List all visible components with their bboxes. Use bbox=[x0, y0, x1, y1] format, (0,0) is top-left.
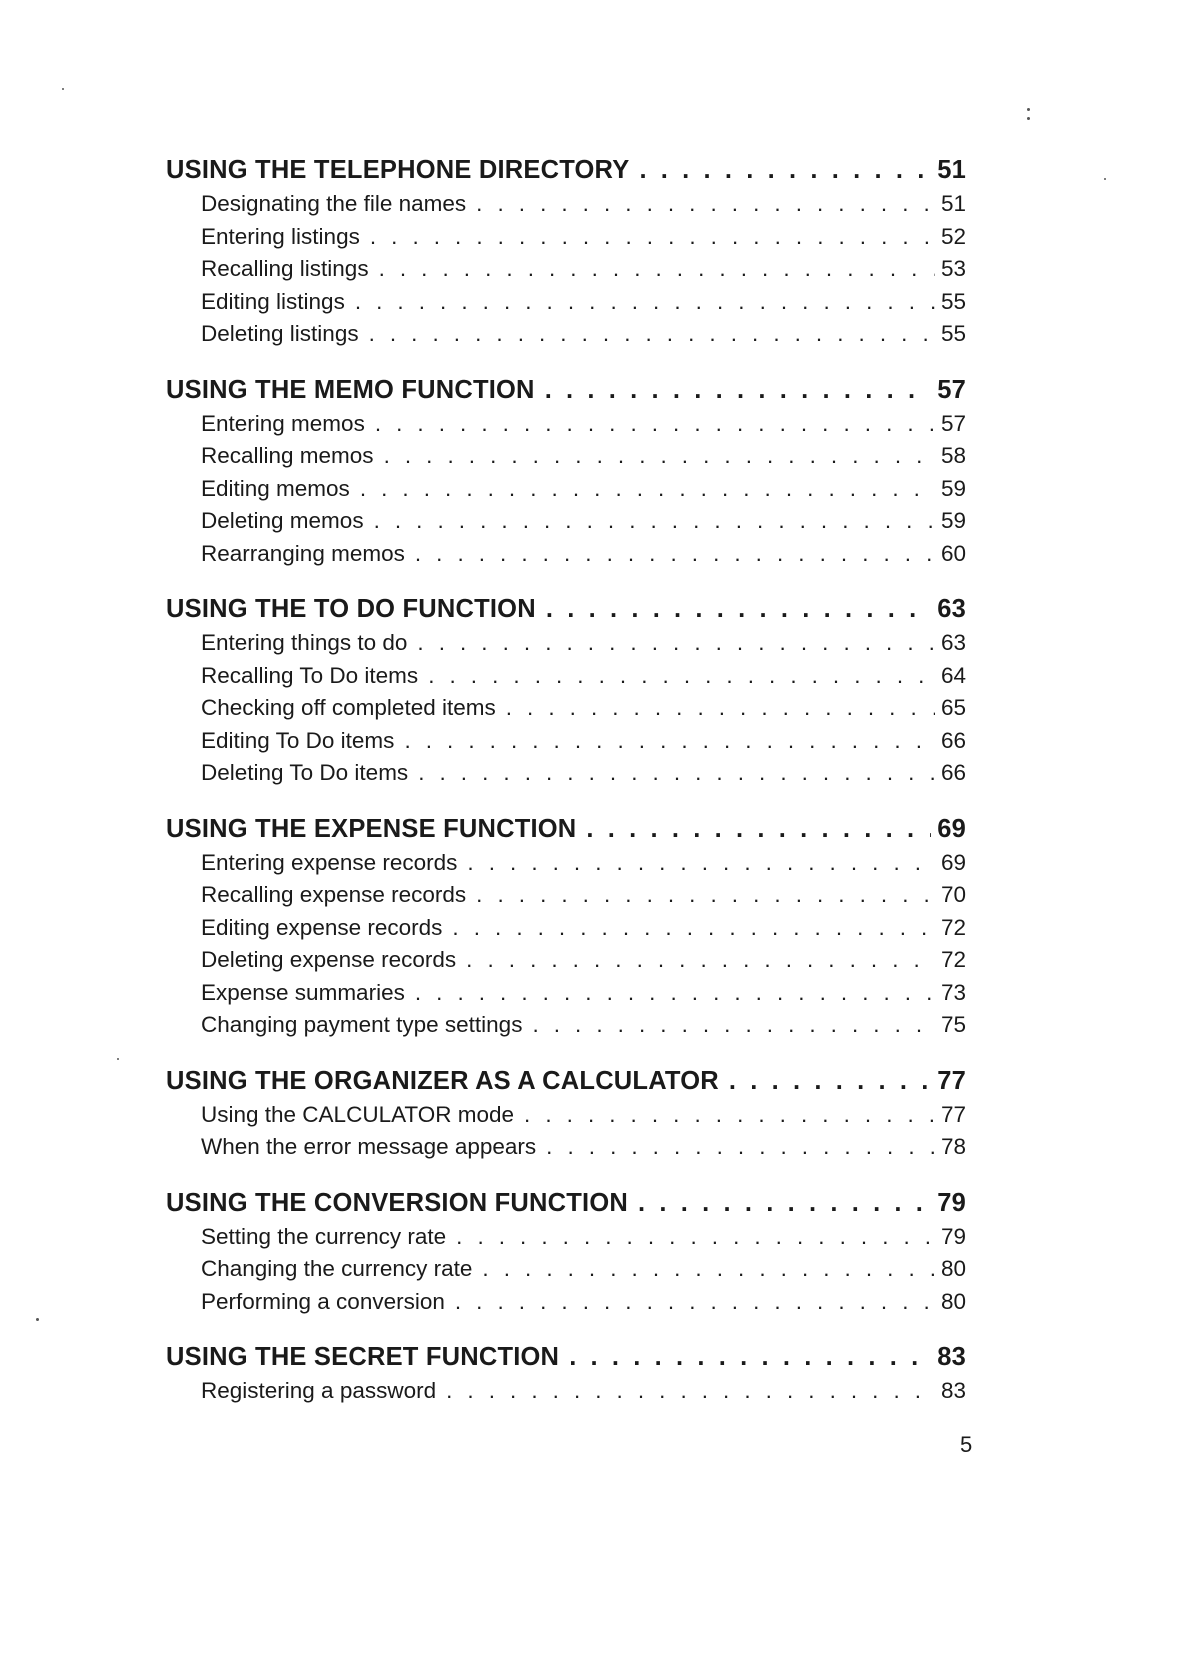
toc-entry bbox=[166, 318, 966, 351]
entry-page-number: 59 bbox=[940, 475, 966, 501]
dot-leader bbox=[466, 944, 935, 977]
entry-page-number: 53 bbox=[940, 256, 966, 281]
toc-entry bbox=[166, 538, 966, 571]
dot-leader bbox=[586, 811, 931, 847]
section-page-number: 57 bbox=[937, 375, 966, 404]
toc-entry bbox=[166, 1099, 966, 1132]
entry-title: Editing listings bbox=[201, 288, 345, 314]
entry-title: Entering expense records bbox=[201, 849, 458, 875]
entry-title: Designating the file names bbox=[201, 191, 467, 216]
dot-leader bbox=[375, 408, 935, 441]
entry-page-number: 64 bbox=[940, 662, 966, 688]
section-page-number: 63 bbox=[937, 595, 966, 623]
toc-section-heading bbox=[166, 811, 966, 847]
entry-page-number: 72 bbox=[940, 914, 966, 940]
toc-section-heading bbox=[166, 372, 966, 408]
toc-entry bbox=[166, 660, 966, 693]
toc-section-heading bbox=[166, 152, 966, 188]
dot-leader bbox=[639, 152, 931, 188]
scan-speck bbox=[117, 1058, 119, 1060]
toc-entry bbox=[166, 944, 966, 977]
entry-title: Recalling listings bbox=[201, 256, 369, 281]
dot-leader bbox=[379, 253, 935, 286]
entry-title: Editing expense records bbox=[201, 914, 443, 940]
table-of-contents bbox=[166, 152, 966, 1429]
section-title: USING THE MEMO FUNCTION bbox=[166, 375, 535, 404]
dot-leader bbox=[524, 1099, 935, 1132]
entry-page-number: 60 bbox=[940, 540, 966, 566]
entry-title: Deleting listings bbox=[201, 321, 359, 346]
entry-page-number: 55 bbox=[940, 321, 966, 346]
entry-title: When the error message appears bbox=[201, 1134, 537, 1159]
dot-leader bbox=[482, 1253, 935, 1286]
toc-entry bbox=[166, 505, 966, 538]
dot-leader bbox=[446, 1375, 935, 1408]
entry-page-number: 66 bbox=[940, 760, 966, 785]
toc-entry bbox=[166, 725, 966, 758]
dot-leader bbox=[506, 692, 935, 725]
section-title: USING THE EXPENSE FUNCTION bbox=[166, 814, 577, 843]
entry-page-number: 66 bbox=[940, 727, 966, 753]
section-title: USING THE TELEPHONE DIRECTORY bbox=[166, 156, 630, 184]
entry-title: Deleting To Do items bbox=[201, 760, 409, 785]
entry-title: Rearranging memos bbox=[201, 540, 405, 566]
toc-section bbox=[166, 152, 966, 351]
toc-entry bbox=[166, 408, 966, 441]
toc-entry bbox=[166, 1253, 966, 1286]
entry-title: Performing a conversion bbox=[201, 1288, 445, 1314]
dot-leader bbox=[638, 1185, 931, 1221]
toc-section bbox=[166, 372, 966, 571]
toc-section bbox=[166, 811, 966, 1042]
dot-leader bbox=[545, 372, 932, 408]
dot-leader bbox=[415, 538, 935, 571]
toc-entry bbox=[166, 188, 966, 221]
entry-page-number: 69 bbox=[940, 849, 966, 875]
dot-leader bbox=[415, 977, 935, 1010]
entry-title: Changing the currency rate bbox=[201, 1256, 473, 1281]
entry-page-number: 79 bbox=[940, 1223, 966, 1249]
entry-page-number: 57 bbox=[940, 410, 966, 436]
entry-title: Entering listings bbox=[201, 223, 360, 249]
entry-title: Entering memos bbox=[201, 410, 365, 436]
dot-leader bbox=[370, 221, 935, 254]
entry-page-number: 52 bbox=[940, 223, 966, 249]
section-title: USING THE TO DO FUNCTION bbox=[166, 595, 536, 623]
toc-section bbox=[166, 591, 966, 790]
dot-leader bbox=[428, 660, 935, 693]
toc-entry bbox=[166, 221, 966, 254]
entry-title: Using the CALCULATOR mode bbox=[201, 1101, 515, 1127]
entry-title: Editing To Do items bbox=[201, 727, 395, 753]
entry-title: Deleting expense records bbox=[201, 947, 457, 972]
toc-entry bbox=[166, 473, 966, 506]
dot-leader bbox=[569, 1339, 931, 1375]
entry-title: Recalling expense records bbox=[201, 882, 467, 907]
entry-page-number: 73 bbox=[940, 979, 966, 1005]
entry-page-number: 51 bbox=[940, 191, 966, 216]
toc-section bbox=[166, 1185, 966, 1319]
entry-page-number: 70 bbox=[940, 882, 966, 907]
toc-entry bbox=[166, 1221, 966, 1254]
dot-leader bbox=[455, 1286, 935, 1319]
toc-entry bbox=[166, 440, 966, 473]
entry-title: Recalling memos bbox=[201, 443, 374, 468]
section-title: USING THE CONVERSION FUNCTION bbox=[166, 1188, 628, 1217]
section-page-number: 83 bbox=[937, 1343, 966, 1371]
toc-section-heading bbox=[166, 1339, 966, 1375]
entry-page-number: 77 bbox=[940, 1101, 966, 1127]
dot-leader bbox=[374, 505, 935, 538]
toc-entry bbox=[166, 912, 966, 945]
dot-leader bbox=[476, 188, 935, 221]
dot-leader bbox=[452, 912, 935, 945]
section-title: USING THE SECRET FUNCTION bbox=[166, 1343, 560, 1371]
entry-page-number: 72 bbox=[940, 947, 966, 972]
entry-title: Registering a password bbox=[201, 1378, 437, 1403]
scan-speck bbox=[36, 1318, 39, 1321]
scan-speck bbox=[1027, 108, 1030, 111]
entry-page-number: 58 bbox=[940, 443, 966, 468]
dot-leader bbox=[369, 318, 935, 351]
toc-section bbox=[166, 1063, 966, 1164]
toc-entry bbox=[166, 1286, 966, 1319]
entry-title: Deleting memos bbox=[201, 508, 364, 533]
entry-title: Recalling To Do items bbox=[201, 662, 419, 688]
entry-title: Setting the currency rate bbox=[201, 1223, 447, 1249]
scan-speck bbox=[62, 88, 64, 90]
entry-page-number: 83 bbox=[940, 1378, 966, 1403]
toc-entry bbox=[166, 1375, 966, 1408]
toc-entry bbox=[166, 757, 966, 790]
dot-leader bbox=[417, 627, 935, 660]
entry-page-number: 78 bbox=[940, 1134, 966, 1159]
entry-title: Changing payment type settings bbox=[201, 1012, 523, 1037]
section-page-number: 69 bbox=[937, 814, 966, 843]
toc-section-heading bbox=[166, 1185, 966, 1221]
dot-leader bbox=[355, 286, 935, 319]
toc-entry bbox=[166, 879, 966, 912]
entry-title: Expense summaries bbox=[201, 979, 405, 1005]
scan-speck bbox=[1104, 178, 1106, 180]
dot-leader bbox=[404, 725, 935, 758]
toc-entry bbox=[166, 1131, 966, 1164]
dot-leader bbox=[384, 440, 935, 473]
dot-leader bbox=[456, 1221, 935, 1254]
entry-title: Editing memos bbox=[201, 475, 350, 501]
entry-page-number: 80 bbox=[940, 1288, 966, 1314]
toc-entry bbox=[166, 627, 966, 660]
toc-section bbox=[166, 1339, 966, 1408]
toc-entry bbox=[166, 286, 966, 319]
toc-section-heading bbox=[166, 591, 966, 627]
toc-entry bbox=[166, 977, 966, 1010]
dot-leader bbox=[532, 1009, 935, 1042]
page-number: 5 bbox=[960, 1432, 973, 1457]
section-page-number: 79 bbox=[937, 1188, 966, 1217]
dot-leader bbox=[467, 847, 935, 880]
toc-entry bbox=[166, 1009, 966, 1042]
toc-section-heading bbox=[166, 1063, 966, 1099]
dot-leader bbox=[546, 1131, 935, 1164]
entry-page-number: 75 bbox=[940, 1012, 966, 1037]
entry-title: Checking off completed items bbox=[201, 695, 496, 720]
entry-page-number: 65 bbox=[940, 695, 966, 720]
toc-entry bbox=[166, 253, 966, 286]
entry-page-number: 63 bbox=[940, 630, 966, 655]
section-page-number: 51 bbox=[937, 156, 966, 184]
section-title: USING THE ORGANIZER AS A CALCULATOR bbox=[166, 1066, 719, 1095]
dot-leader bbox=[476, 879, 935, 912]
dot-leader bbox=[729, 1063, 931, 1099]
entry-page-number: 80 bbox=[940, 1256, 966, 1281]
entry-page-number: 59 bbox=[940, 508, 966, 533]
toc-entry bbox=[166, 847, 966, 880]
entry-page-number: 55 bbox=[940, 288, 966, 314]
dot-leader bbox=[418, 757, 935, 790]
entry-title: Entering things to do bbox=[201, 630, 408, 655]
scan-speck bbox=[1027, 117, 1030, 120]
toc-entry bbox=[166, 692, 966, 725]
dot-leader bbox=[360, 473, 935, 506]
dot-leader bbox=[546, 591, 931, 627]
section-page-number: 77 bbox=[937, 1066, 966, 1095]
